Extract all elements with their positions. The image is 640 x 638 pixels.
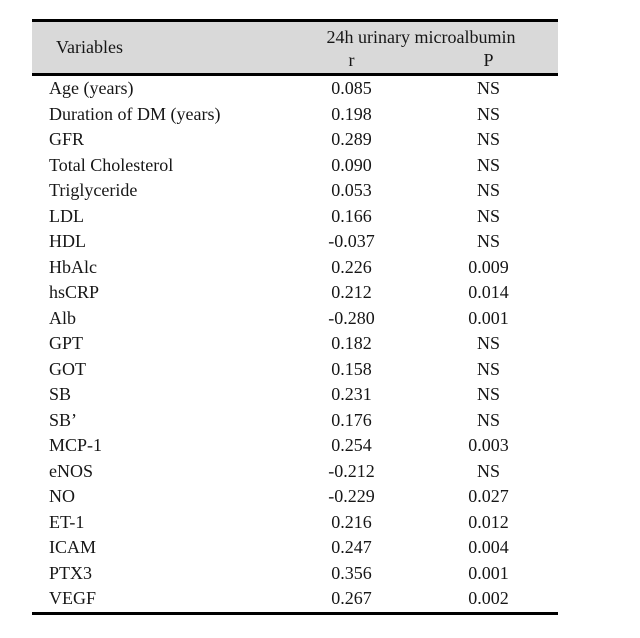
cell-variable: GOT [49, 358, 86, 379]
cell-r-value: 0.267 [331, 588, 372, 608]
cell-r-value: 0.198 [331, 103, 372, 124]
cell-variable: MCP-1 [49, 435, 103, 455]
table-row [32, 178, 558, 204]
table-row [32, 382, 558, 408]
cell-r-value: 0.085 [331, 78, 372, 98]
table-row [32, 204, 558, 230]
cell-p-value: NS [476, 129, 500, 149]
cell-variable: LDL [49, 205, 84, 226]
cell-variable: NO [49, 486, 75, 506]
cell-r-value: 0.166 [331, 205, 372, 226]
cell-variable: HDL [49, 231, 86, 251]
cell-r-value: 0.247 [331, 537, 372, 557]
table-header [32, 21, 558, 75]
cell-p-value: 0.003 [468, 435, 509, 455]
cell-variable: Triglyceride [49, 180, 138, 200]
cell-variable: Age (years) [49, 78, 134, 98]
header-row-group [32, 21, 558, 51]
table-row [32, 484, 558, 510]
column-header-r: r [284, 50, 419, 75]
cell-r-value: -0.280 [328, 307, 375, 328]
cell-r-value: 0.226 [331, 256, 372, 277]
column-header-variables: Variables [32, 21, 284, 75]
cell-r-value: 0.182 [331, 333, 372, 353]
cell-r-value: 0.212 [331, 282, 372, 302]
table-row [32, 408, 558, 434]
cell-p-value: NS [476, 384, 500, 404]
table-row [32, 433, 558, 459]
cell-r-value: -0.212 [328, 460, 375, 481]
cell-variable: SB’ [49, 409, 78, 430]
cell-p-value: 0.001 [468, 307, 509, 328]
cell-r-value: 0.053 [331, 180, 372, 200]
cell-p-value: NS [476, 103, 500, 124]
cell-r-value: 0.254 [331, 435, 372, 455]
cell-variable: ICAM [49, 537, 97, 557]
cell-p-value: 0.014 [468, 282, 509, 302]
cell-r-value: -0.229 [328, 486, 375, 506]
cell-variable: hsCRP [49, 282, 100, 302]
correlation-table [32, 19, 558, 615]
cell-variable: GFR [49, 129, 85, 149]
table-row [32, 331, 558, 357]
table-row [32, 561, 558, 587]
table-row [32, 306, 558, 332]
cell-p-value: 0.012 [468, 511, 509, 532]
table-row [32, 510, 558, 536]
column-header-p: P [419, 50, 558, 75]
table-row [32, 459, 558, 485]
cell-variable: Total Cholesterol [49, 154, 174, 175]
cell-r-value: 0.356 [331, 562, 372, 583]
table-row [32, 127, 558, 153]
cell-p-value: 0.001 [468, 562, 509, 583]
table-row [32, 255, 558, 281]
table-row [32, 153, 558, 179]
table-row [32, 280, 558, 306]
cell-p-value: NS [476, 205, 500, 226]
column-group-header-24h-urinary-microalbumin: 24h urinary microalbumin [284, 21, 558, 51]
cell-r-value: 0.090 [331, 154, 372, 175]
table-row [32, 75, 558, 102]
cell-variable: PTX3 [49, 562, 93, 583]
table-row [32, 229, 558, 255]
cell-r-value: -0.037 [328, 231, 375, 251]
cell-variable: ET-1 [49, 511, 85, 532]
cell-p-value: NS [476, 231, 500, 251]
cell-variable: SB [49, 384, 72, 404]
cell-p-value: 0.027 [468, 486, 509, 506]
cell-variable: eNOS [49, 460, 93, 481]
cell-r-value: 0.158 [331, 358, 372, 379]
cell-r-value: 0.231 [331, 384, 372, 404]
cell-variable: Alb [49, 307, 76, 328]
cell-p-value: NS [476, 358, 500, 379]
table-body [32, 75, 558, 614]
cell-p-value: NS [476, 460, 500, 481]
cell-p-value: NS [476, 333, 500, 353]
cell-p-value: 0.009 [468, 256, 509, 277]
cell-r-value: 0.289 [331, 129, 372, 149]
cell-variable: Duration of DM (years) [49, 103, 221, 124]
table-row [32, 586, 558, 613]
cell-p-value: 0.004 [468, 537, 509, 557]
cell-r-value: 0.216 [331, 511, 372, 532]
cell-variable: HbAlc [49, 256, 97, 277]
cell-p-value: NS [476, 409, 500, 430]
cell-p-value: NS [476, 180, 500, 200]
cell-r-value: 0.176 [331, 409, 372, 430]
cell-p-value: NS [476, 154, 500, 175]
table-row [32, 357, 558, 383]
cell-variable: GPT [49, 333, 84, 353]
cell-p-value: NS [476, 78, 500, 98]
table-row [32, 535, 558, 561]
cell-variable: VEGF [49, 588, 97, 608]
cell-p-value: 0.002 [468, 588, 509, 608]
table-row [32, 102, 558, 128]
